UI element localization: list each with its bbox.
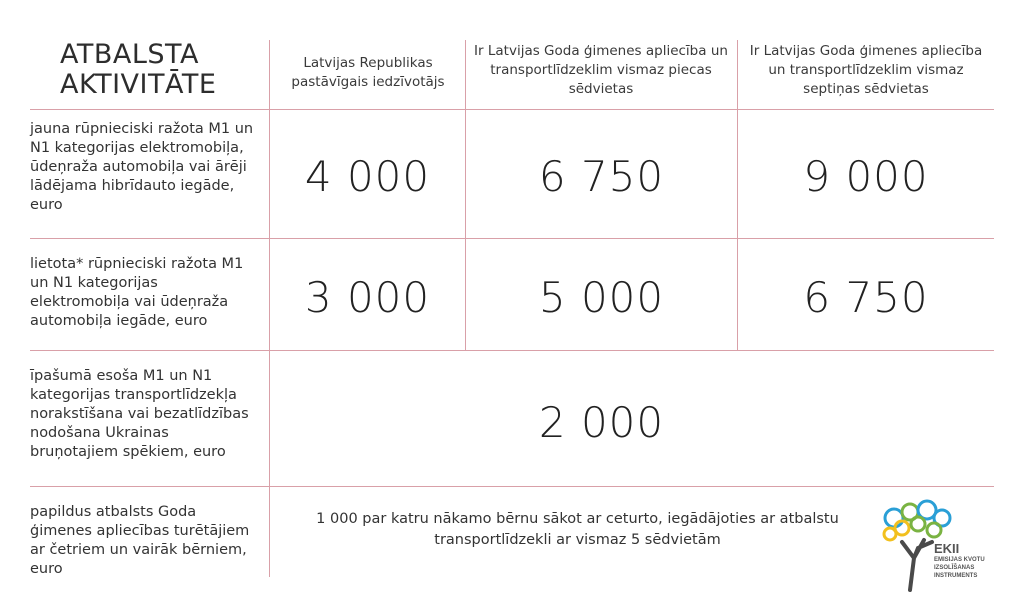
value-used-ev-family-5: 5 000	[538, 272, 665, 322]
column-header-resident: Latvijas Republikas pastāvīgais iedzīvotājs	[291, 55, 445, 90]
logo-line1: EMISIJAS KVOTU	[934, 557, 985, 563]
row-label-additional-support: papildus atbalsts Goda ģimenes apliecības turētājiem ar četriem un vairāk bērniem, euro	[30, 504, 250, 577]
logo-line3: INSTRUMENTS	[934, 573, 978, 579]
grid-line-row2	[30, 350, 994, 351]
value-scrappage: 2 000	[538, 397, 665, 447]
title-line1: ATBALSTA	[60, 39, 199, 70]
value-used-ev-resident: 3 000	[304, 272, 431, 322]
logo-line2: IZSOLĪŠANAS	[934, 565, 975, 571]
grid-line-header	[30, 109, 994, 110]
table-title	[60, 40, 260, 100]
column-header-family-5-seats: Ir Latvijas Goda ģimenes apliecība un transportlīdzeklim vismaz piecas sēdvietas	[474, 42, 728, 97]
logo-name: EKII	[934, 541, 960, 556]
row-label-scrappage: īpašumā esoša M1 un N1 kategorijas transportlīdzekļa norakstīšana vai bezatlīdzības nodošana Ukrainas bruņotajiem spēkiem, euro	[30, 368, 249, 460]
additional-support-note: 1 000 par katru nākamo bērnu sākot ar ceturto, iegādājoties ar atbalstu transportlīdzekli ar vismaz 5 sēdvietām	[316, 511, 839, 548]
ekii-logo	[872, 498, 992, 592]
grid-line-row1	[30, 238, 994, 239]
grid-line-row3	[30, 486, 994, 487]
value-new-ev-family-7: 9 000	[803, 151, 929, 201]
value-used-ev-family-7: 6 750	[803, 272, 929, 322]
title-line2: AKTIVITĀTE	[60, 69, 217, 100]
row-label-used-ev: lietota* rūpnieciski ražota M1 un N1 kategorijas elektromobiļa vai ūdeņraža automobiļa iegāde, euro	[30, 256, 244, 329]
row-label-new-ev: jauna rūpnieciski ražota M1 un N1 kategorijas elektromobiļa, ūdeņraža automobiļa vai ārēji lādējama hibrīdauto iegāde, euro	[30, 121, 254, 213]
column-header-family-7-seats: Ir Latvijas Goda ģimenes apliecība un transportlīdzeklim vismaz septiņas sēdvietas	[749, 42, 983, 97]
value-new-ev-resident: 4 000	[304, 151, 431, 201]
value-new-ev-family-5: 6 750	[538, 151, 665, 201]
